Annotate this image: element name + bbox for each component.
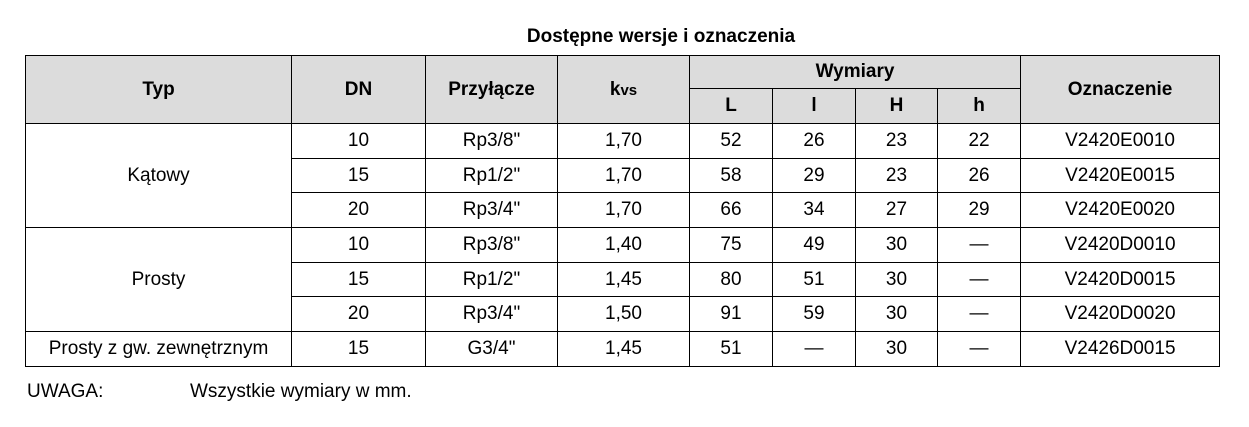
l-cell: 34 bbox=[773, 193, 856, 228]
typ-cell: Prosty z gw. zewnętrznym bbox=[26, 332, 292, 367]
H-cell: 30 bbox=[856, 262, 938, 297]
header-l: l bbox=[773, 89, 856, 124]
dn-cell: 15 bbox=[292, 158, 426, 193]
H-cell: 27 bbox=[856, 193, 938, 228]
kvs-cell: 1,70 bbox=[558, 158, 690, 193]
oznaczenie-cell: V2420E0020 bbox=[1021, 193, 1220, 228]
l-cell: — bbox=[773, 332, 856, 367]
H-cell: 30 bbox=[856, 332, 938, 367]
L-cell: 75 bbox=[690, 228, 773, 263]
L-cell: 66 bbox=[690, 193, 773, 228]
table-row bbox=[26, 228, 1220, 263]
l-cell: 51 bbox=[773, 262, 856, 297]
L-cell: 52 bbox=[690, 124, 773, 159]
table-title: Dostępne wersje i oznaczenia bbox=[526, 26, 796, 47]
kvs-cell: 1,70 bbox=[558, 193, 690, 228]
oznaczenie-cell: V2420D0010 bbox=[1021, 228, 1220, 263]
dn-cell: 15 bbox=[292, 262, 426, 297]
oznaczenie-cell: V2420E0010 bbox=[1021, 124, 1220, 159]
kvs-cell: 1,45 bbox=[558, 262, 690, 297]
przylacze-cell: Rp3/4" bbox=[426, 193, 558, 228]
h-cell: 29 bbox=[938, 193, 1021, 228]
przylacze-cell: Rp1/2" bbox=[426, 158, 558, 193]
l-cell: 49 bbox=[773, 228, 856, 263]
przylacze-cell: Rp3/4" bbox=[426, 297, 558, 332]
header-kvs-sub: vs bbox=[620, 81, 638, 99]
L-cell: 51 bbox=[690, 332, 773, 367]
header-kvs bbox=[558, 56, 690, 124]
header-oznaczenie: Oznaczenie bbox=[1021, 56, 1220, 124]
L-cell: 80 bbox=[690, 262, 773, 297]
dn-cell: 15 bbox=[292, 332, 426, 367]
l-cell: 26 bbox=[773, 124, 856, 159]
h-cell: 22 bbox=[938, 124, 1021, 159]
L-cell: 91 bbox=[690, 297, 773, 332]
oznaczenie-cell: V2420D0015 bbox=[1021, 262, 1220, 297]
h-cell: — bbox=[938, 297, 1021, 332]
kvs-cell: 1,45 bbox=[558, 332, 690, 367]
header-wymiary: Wymiary bbox=[690, 56, 1021, 89]
note-label: UWAGA: bbox=[27, 381, 104, 402]
l-cell: 29 bbox=[773, 158, 856, 193]
przylacze-cell: Rp1/2" bbox=[426, 262, 558, 297]
h-cell: — bbox=[938, 332, 1021, 367]
header-kvs-k: k bbox=[609, 78, 621, 100]
kvs-cell: 1,70 bbox=[558, 124, 690, 159]
przylacze-cell: Rp3/8" bbox=[426, 124, 558, 159]
dn-cell: 20 bbox=[292, 297, 426, 332]
H-cell: 23 bbox=[856, 158, 938, 193]
table-row bbox=[26, 124, 1220, 159]
przylacze-cell: G3/4" bbox=[426, 332, 558, 367]
h-cell: — bbox=[938, 228, 1021, 263]
header-L: L bbox=[690, 89, 773, 124]
L-cell: 58 bbox=[690, 158, 773, 193]
table-row bbox=[26, 332, 1220, 367]
note-text: Wszystkie wymiary w mm. bbox=[190, 381, 412, 402]
dn-cell: 20 bbox=[292, 193, 426, 228]
l-cell: 59 bbox=[773, 297, 856, 332]
H-cell: 30 bbox=[856, 297, 938, 332]
H-cell: 30 bbox=[856, 228, 938, 263]
header-h: h bbox=[938, 89, 1021, 124]
header-przylacze: Przyłącze bbox=[426, 56, 558, 124]
header-H: H bbox=[856, 89, 938, 124]
przylacze-cell: Rp3/8" bbox=[426, 228, 558, 263]
kvs-cell: 1,40 bbox=[558, 228, 690, 263]
oznaczenie-cell: V2420D0020 bbox=[1021, 297, 1220, 332]
oznaczenie-cell: V2426D0015 bbox=[1021, 332, 1220, 367]
oznaczenie-cell: V2420E0015 bbox=[1021, 158, 1220, 193]
H-cell: 23 bbox=[856, 124, 938, 159]
typ-cell: Prosty bbox=[26, 228, 292, 332]
dn-cell: 10 bbox=[292, 124, 426, 159]
header-typ: Typ bbox=[26, 56, 292, 124]
h-cell: — bbox=[938, 262, 1021, 297]
h-cell: 26 bbox=[938, 158, 1021, 193]
header-dn: DN bbox=[292, 56, 426, 124]
typ-cell: Kątowy bbox=[26, 124, 292, 228]
dn-cell: 10 bbox=[292, 228, 426, 263]
versions-table bbox=[25, 55, 1220, 367]
kvs-cell: 1,50 bbox=[558, 297, 690, 332]
